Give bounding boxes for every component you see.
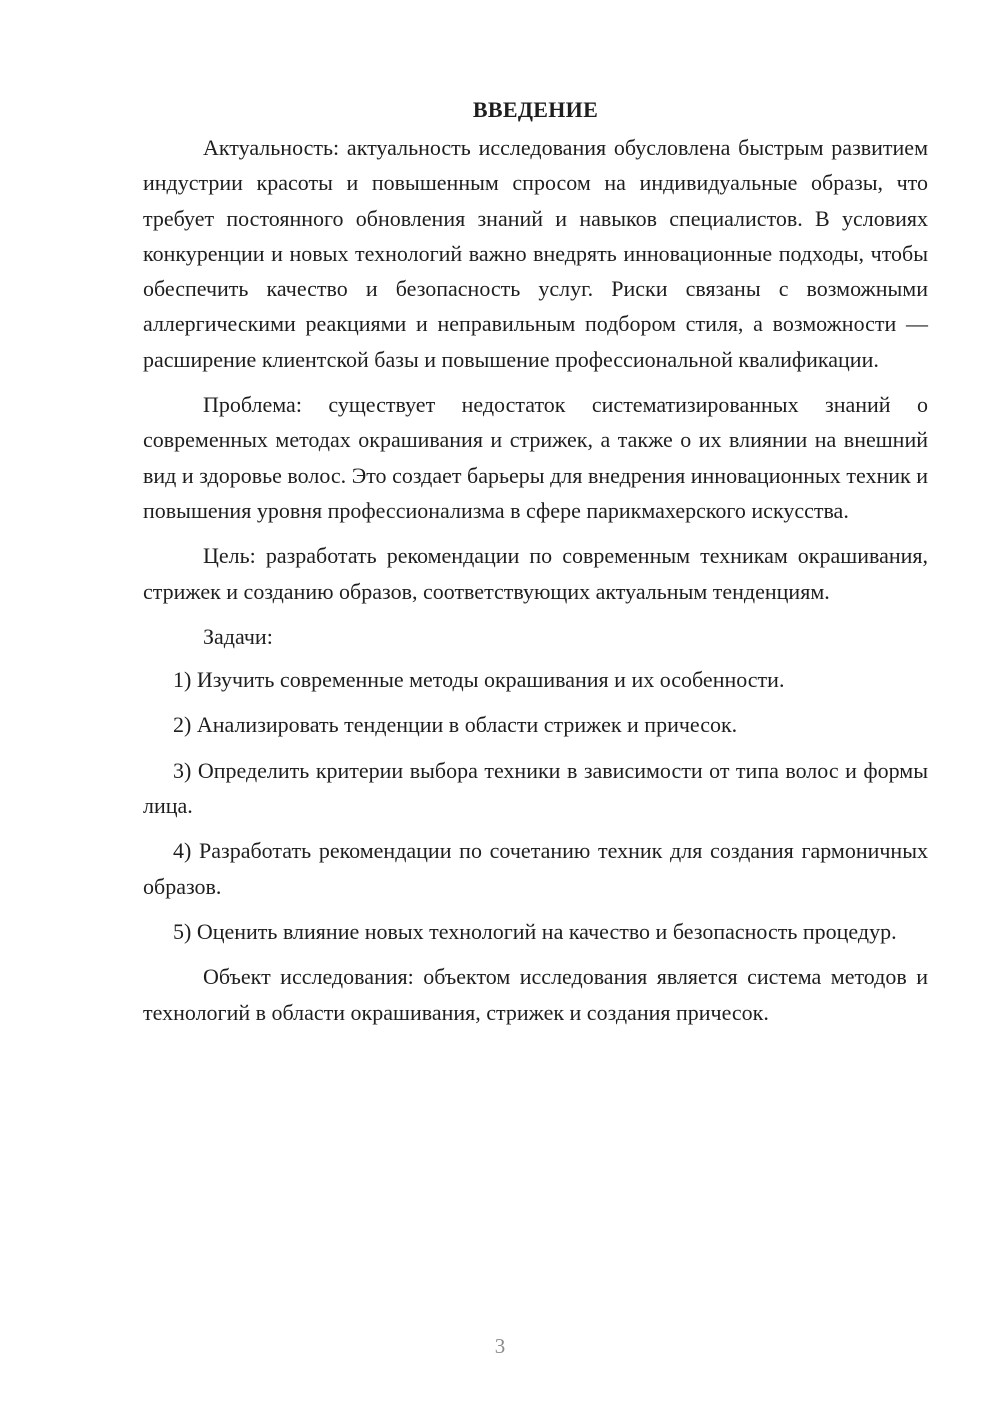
task-item-3: 3) Определить критерии выбора техники в зависимости от типа волос и формы лица. xyxy=(143,757,928,819)
task-item-4: 4) Разработать рекомендации по сочетанию техник для создания гармоничных образов. xyxy=(143,838,928,899)
page-number: 3 xyxy=(494,1334,506,1358)
task-item-2: 2) Анализировать тенденции в области стрижек и причесок. xyxy=(173,712,738,738)
problem-paragraph: Проблема: существует недостаток систематизированных знаний о современных методах окрашивания и стрижек, а также о их влиянии на внешний вид и здоровье волос. Это создает барьеры для внедрения инновационных техник и повышения уровня профессионализма в сфере парикмахерского искусства. xyxy=(143,392,928,523)
tasks-heading: Задачи: xyxy=(203,623,273,649)
document-page xyxy=(143,94,928,1040)
task-item-5: 5) Оценить влияние новых технологий на качество и безопасность процедур. xyxy=(173,918,897,944)
goal-paragraph: Цель: разработать рекомендации по современным техникам окрашивания, стрижек и созданию образов, соответствующих актуальным тенденциям. xyxy=(143,543,928,604)
object-paragraph: Объект исследования: объектом исследования является система методов и технологий в области окрашивания, стрижек и создания причесок. xyxy=(143,964,928,1025)
task-item-1: 1) Изучить современные методы окрашивания и их особенности. xyxy=(173,667,785,693)
relevance-paragraph: Актуальность: актуальность исследования обусловлена быстрым развитием индустрии красоты и повышенным спросом на индивидуальные образы, что требует постоянного обновления знаний и навыков специалистов. В условиях конкуренции и новых технологий важно внедрять инновационные подходы, чтобы обеспечить качество и безопасность услуг. Риски связаны с возможными аллергическими реакциями и неправильным подбором стиля, а возможности — расширение клиентской базы и повышение профессиональной квалификации. xyxy=(143,135,928,372)
section-title: ВВЕДЕНИЕ xyxy=(472,97,599,122)
